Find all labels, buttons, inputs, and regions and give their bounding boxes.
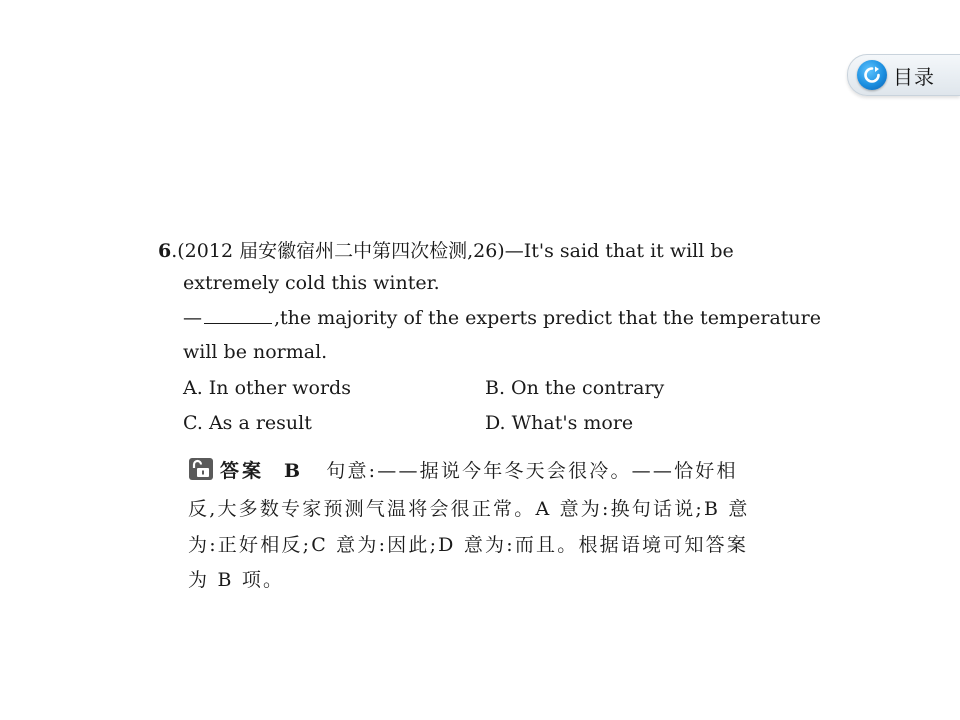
question-number: 6 xyxy=(158,240,172,262)
question-line-2: extremely cold this winter. xyxy=(183,272,440,294)
question-line-3 xyxy=(183,307,821,329)
option-c: C. As a result xyxy=(183,412,312,434)
question-stem-3: ,the majority of the experts predict that the temperature xyxy=(274,307,821,329)
answer-line-2: 反,大多数专家预测气温将会很正常。A 意为:换句话说;B 意 xyxy=(188,498,750,520)
option-d: D. What's more xyxy=(485,412,634,434)
answer-line-1 xyxy=(188,456,738,486)
question-line-4: will be normal. xyxy=(183,341,328,363)
toc-label: 目录 xyxy=(893,64,935,89)
refresh-circle-icon xyxy=(857,60,887,90)
answer-key: B xyxy=(284,460,303,482)
answer-blank xyxy=(204,309,272,324)
answer-line-3: 为:正好相反;C 意为:因此;D 意为:而且。根据语境可知答案 xyxy=(188,534,749,556)
question-line-1 xyxy=(158,236,734,263)
answer-title: 答案 xyxy=(220,460,265,482)
question-stem-1: .(2012 届安徽宿州二中第四次检测,26)—It's said that it will be xyxy=(171,240,734,262)
padlock-icon xyxy=(188,457,214,486)
option-b: B. On the contrary xyxy=(485,377,665,399)
answer-text-1: 句意:——据说今年冬天会很冷。——恰好相 xyxy=(326,460,738,482)
option-a: A. In other words xyxy=(183,377,351,399)
toc-button[interactable] xyxy=(847,54,960,96)
answer-line-4: 为 B 项。 xyxy=(188,569,285,591)
dialogue-dash: — xyxy=(183,307,202,329)
